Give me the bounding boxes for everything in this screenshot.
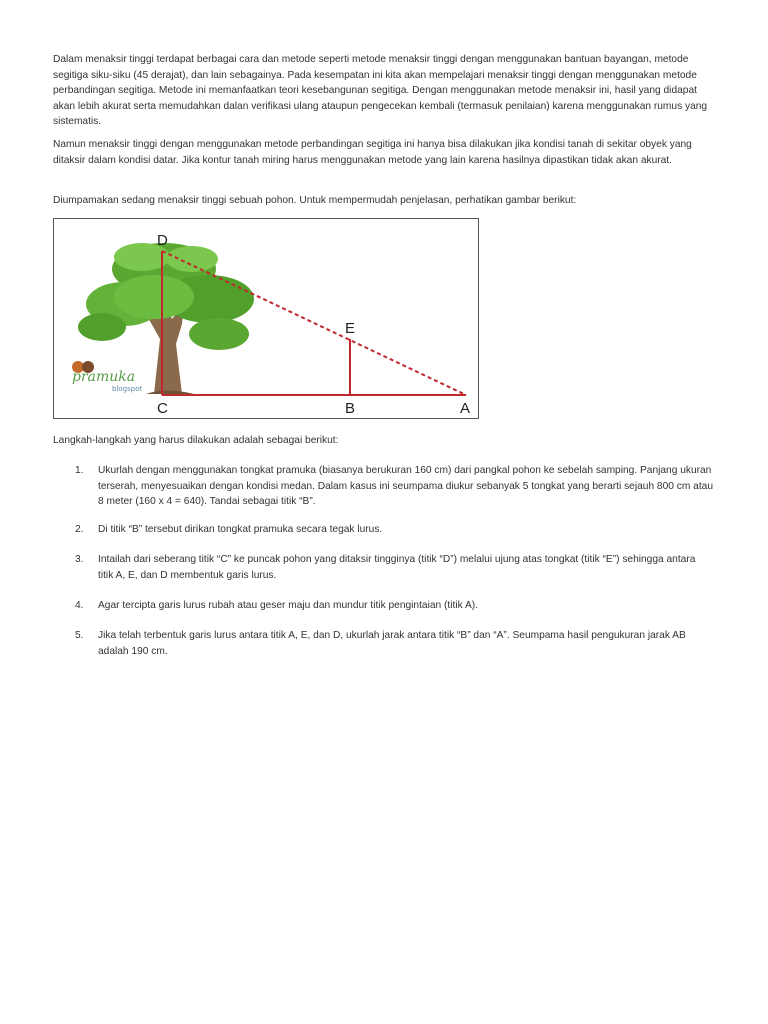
- step-text: Ukurlah dengan menggunakan tongkat pramuka (biasanya berukuran 160 cm) dari pangkal pohon ke sebelah samping. Panjang ukuran terserah, menyesuaikan dengan kondisi medan. Dalam kasus ini seumpama diukur sebanyak 5 tongkat yang berarti sejauh 800 cm atau 8 meter (160 x 4 = 640). Tandai sebagai titik “B”.: [98, 465, 714, 507]
- step-number: 1.: [75, 465, 84, 476]
- example-paragraph: Diumpamakan sedang menaksir tinggi sebuah pohon. Untuk mempermudah penjelasan, perhatikan gambar berikut:: [53, 195, 577, 206]
- step-text: Di titik “B” tersebut dirikan tongkat pramuka secara tegak lurus.: [98, 524, 383, 535]
- watermark-main-text: pramuka: [72, 369, 136, 385]
- step-text: Intailah dari seberang titik “C” ke puncak pohon yang ditaksir tingginya (titik “D”) melalui ujung atas tongkat (titik “E”) sehingga antara titik A, E, dan D membentuk garis lurus.: [98, 554, 696, 581]
- label-b: B: [345, 400, 356, 417]
- intro-paragraph: Dalam menaksir tinggi terdapat berbagai cara dan metode seperti metode menaksir tinggi dengan menggunakan bantuan bayangan, metode segitiga siku-siku (45 derajat), dan lain sebagainya. Pada kesempatan ini kita akan mempelajari menaksir tinggi dengan menggunakan metode perbandingan segitiga. Metode ini memanfaatkan teori kesebangunan segitiga. Dengan menggunakan metode menaksir ini, hasil yang didapat akan lebih akurat serta memudahkan dalan verifikasi ulang ataupun pengecekan kembali (termasuk penilaian) karena menggunakan rumus yang sistematis.: [53, 54, 708, 127]
- step-number: 4.: [75, 600, 84, 611]
- tree-roots: [146, 391, 194, 395]
- watermark-logo: [72, 361, 142, 393]
- steps-intro: Langkah-langkah yang harus dilakukan adalah sebagai berikut:: [53, 435, 339, 446]
- step-number: 5.: [75, 630, 84, 641]
- label-d: D: [157, 232, 168, 249]
- triangle-figure: [53, 218, 479, 419]
- label-a: A: [460, 400, 471, 417]
- step-number: 3.: [75, 554, 84, 565]
- condition-paragraph: Namun menaksir tinggi dengan menggunakan metode perbandingan segitiga ini hanya bisa dilakukan jika kondisi tanah di sekitar obyek yang ditaksir dalam kondisi datar. Jika kontur tanah miring harus menggunakan metode yang lain karena hasilnya dipastikan tidak akan akurat.: [53, 139, 692, 166]
- label-c: C: [157, 400, 168, 417]
- step-text: Jika telah terbentuk garis lurus antara titik A, E, dan D, ukurlah jarak antara titik “B” dan “A”. Seumpama hasil pengukuran jarak AB adalah 190 cm.: [98, 630, 686, 657]
- label-e: E: [345, 320, 356, 337]
- step-text: Agar tercipta garis lurus rubah atau geser maju dan mundur titik pengintaian (titik A).: [98, 600, 478, 611]
- step-number: 2.: [75, 524, 84, 535]
- triangle-diagram: [54, 219, 479, 419]
- watermark-sub-text: blogspot: [112, 385, 143, 393]
